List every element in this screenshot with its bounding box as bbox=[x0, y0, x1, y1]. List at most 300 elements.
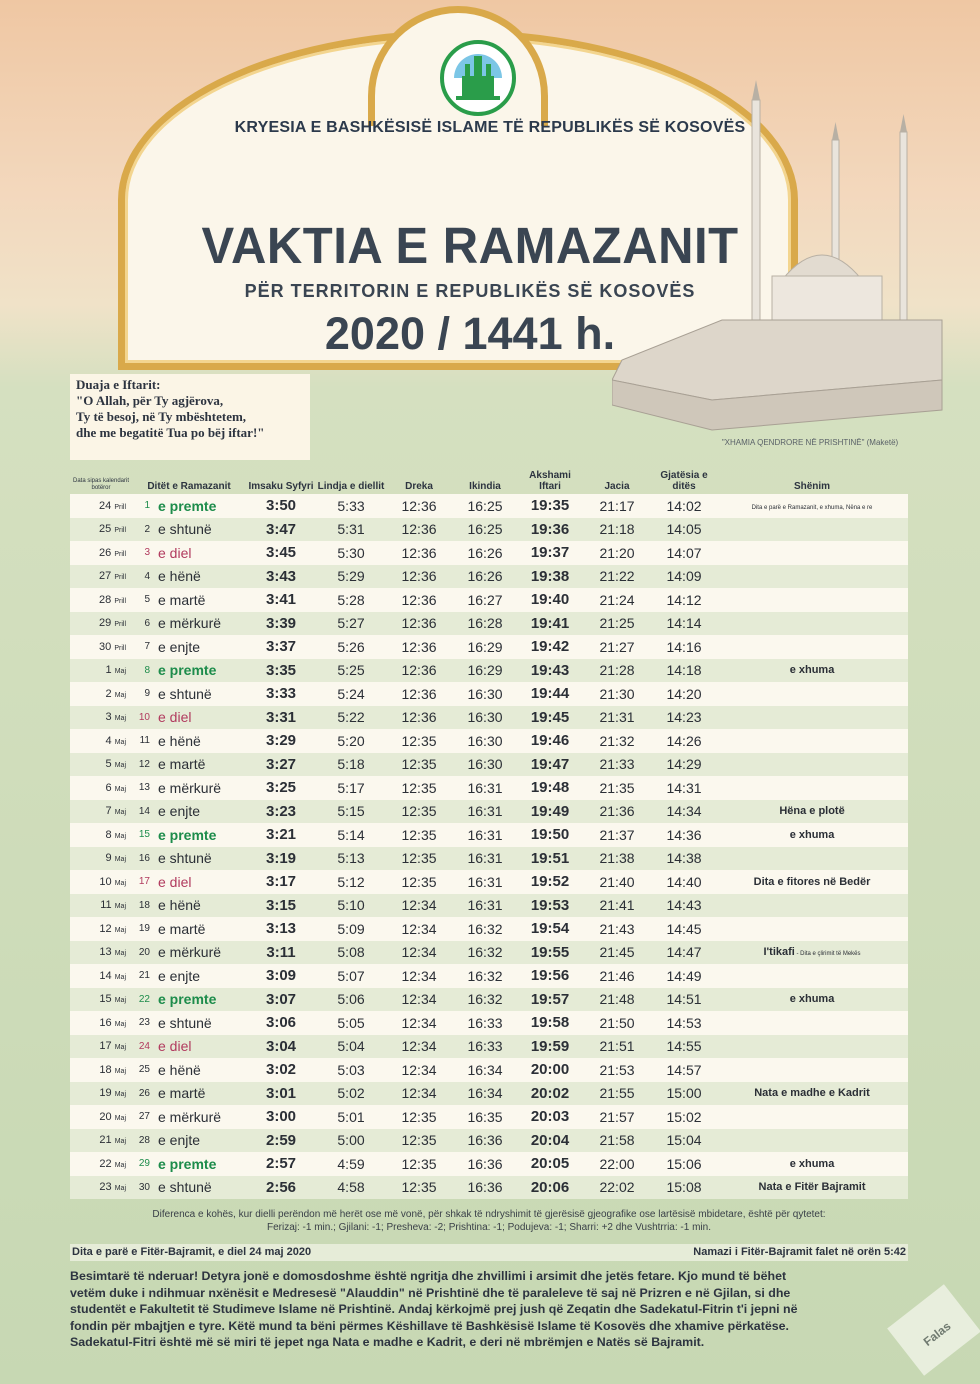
table-row bbox=[70, 1152, 908, 1176]
note-cell bbox=[716, 776, 908, 800]
ikindia-cell: 16:32 bbox=[452, 941, 518, 965]
table-row bbox=[70, 729, 908, 753]
aksham-cell: 19:54 bbox=[518, 917, 582, 941]
appeal-line: vetëm duke i ndihmuar nxënësit e Medresesë "Alauddin" në Prishtinë dhe të paraleleve të saj në Prizren e në Gjilan, si dhe bbox=[70, 1285, 791, 1300]
note-cell bbox=[716, 870, 908, 894]
ikindia-cell: 16:32 bbox=[452, 988, 518, 1012]
note-text: Nata e madhe e Kadrit bbox=[754, 1087, 870, 1100]
date-day: 14 bbox=[99, 969, 112, 982]
date-month: Maj bbox=[114, 973, 126, 981]
date-cell bbox=[70, 1152, 132, 1176]
date-cell bbox=[70, 753, 132, 777]
imsak-cell: 3:15 bbox=[246, 894, 316, 918]
date-day: 3 bbox=[105, 711, 112, 724]
jacia-cell: 21:20 bbox=[582, 541, 652, 565]
day-length-cell: 14:05 bbox=[652, 518, 716, 542]
ramadan-day-number: 28 bbox=[132, 1129, 154, 1153]
header-aksham: Akshami Iftari bbox=[529, 470, 571, 492]
weekday-cell: e martë bbox=[154, 1082, 246, 1106]
date-cell bbox=[70, 1082, 132, 1106]
sunrise-cell: 5:29 bbox=[316, 565, 386, 589]
date-day: 29 bbox=[99, 617, 112, 630]
ramadan-day-number: 13 bbox=[132, 776, 154, 800]
jacia-cell: 21:24 bbox=[582, 588, 652, 612]
aksham-cell: 19:48 bbox=[518, 776, 582, 800]
ikindia-cell: 16:32 bbox=[452, 964, 518, 988]
date-month: Maj bbox=[114, 832, 126, 840]
day-length-cell: 14:20 bbox=[652, 682, 716, 706]
date-cell bbox=[70, 1176, 132, 1200]
ramadan-day-number: 15 bbox=[132, 823, 154, 847]
imsak-cell: 3:41 bbox=[246, 588, 316, 612]
imsak-cell: 3:17 bbox=[246, 870, 316, 894]
ikindia-cell: 16:34 bbox=[452, 1058, 518, 1082]
day-length-cell: 14:12 bbox=[652, 588, 716, 612]
ramadan-day-number: 5 bbox=[132, 588, 154, 612]
imsak-cell: 3:21 bbox=[246, 823, 316, 847]
weekday-cell: e premte bbox=[154, 1152, 246, 1176]
note-cell bbox=[716, 635, 908, 659]
date-month: Maj bbox=[114, 903, 126, 911]
ikindia-cell: 16:35 bbox=[452, 1105, 518, 1129]
note-cell bbox=[716, 1129, 908, 1153]
aksham-cell: 19:58 bbox=[518, 1011, 582, 1035]
date-cell bbox=[70, 800, 132, 824]
ikindia-cell: 16:33 bbox=[452, 1011, 518, 1035]
aksham-cell: 19:52 bbox=[518, 870, 582, 894]
weekday-cell: e mërkurë bbox=[154, 776, 246, 800]
date-month: Maj bbox=[114, 879, 126, 887]
imsak-cell: 3:11 bbox=[246, 941, 316, 965]
header-date: Data sipas kalendarit botëror bbox=[72, 478, 130, 491]
day-length-cell: 14:47 bbox=[652, 941, 716, 965]
ikindia-cell: 16:36 bbox=[452, 1152, 518, 1176]
table-row bbox=[70, 1129, 908, 1153]
date-cell bbox=[70, 682, 132, 706]
bajram-info-bar bbox=[70, 1244, 908, 1261]
dreka-cell: 12:35 bbox=[386, 776, 452, 800]
dreka-cell: 12:36 bbox=[386, 612, 452, 636]
imsak-cell: 3:27 bbox=[246, 753, 316, 777]
date-month: Maj bbox=[114, 1161, 126, 1169]
sunrise-cell: 4:58 bbox=[316, 1176, 386, 1200]
weekday-cell: e premte bbox=[154, 823, 246, 847]
ramadan-day-number: 6 bbox=[132, 612, 154, 636]
ramadan-day-number: 25 bbox=[132, 1058, 154, 1082]
ikindia-cell: 16:31 bbox=[452, 800, 518, 824]
ikindia-cell: 16:32 bbox=[452, 917, 518, 941]
note-cell bbox=[716, 612, 908, 636]
day-length-cell: 14:40 bbox=[652, 870, 716, 894]
aksham-cell: 19:40 bbox=[518, 588, 582, 612]
iftar-prayer-line: dhe me begatitë Tua po bëj iftar!" bbox=[76, 425, 265, 440]
note-small-text: - Dita e çlirimit të Mekës bbox=[794, 951, 861, 958]
day-length-cell: 14:26 bbox=[652, 729, 716, 753]
jacia-cell: 21:57 bbox=[582, 1105, 652, 1129]
weekday-cell: e mërkurë bbox=[154, 1105, 246, 1129]
imsak-cell: 3:45 bbox=[246, 541, 316, 565]
ramadan-day-number: 14 bbox=[132, 800, 154, 824]
weekday-cell: e premte bbox=[154, 659, 246, 683]
date-cell bbox=[70, 847, 132, 871]
day-length-cell: 14:43 bbox=[652, 894, 716, 918]
imsak-cell: 3:13 bbox=[246, 917, 316, 941]
table-row bbox=[70, 541, 908, 565]
imsak-cell: 2:57 bbox=[246, 1152, 316, 1176]
weekday-cell: e martë bbox=[154, 753, 246, 777]
table-row bbox=[70, 988, 908, 1012]
iftar-prayer-line: "O Allah, për Ty agjërova, bbox=[76, 393, 224, 408]
imsak-cell: 3:01 bbox=[246, 1082, 316, 1106]
jacia-cell: 21:22 bbox=[582, 565, 652, 589]
day-length-cell: 14:31 bbox=[652, 776, 716, 800]
ikindia-cell: 16:30 bbox=[452, 706, 518, 730]
sunrise-cell: 5:25 bbox=[316, 659, 386, 683]
date-day: 16 bbox=[99, 1016, 112, 1029]
ikindia-cell: 16:31 bbox=[452, 847, 518, 871]
weekday-cell: e diel bbox=[154, 870, 246, 894]
date-month: Maj bbox=[114, 926, 126, 934]
dreka-cell: 12:35 bbox=[386, 823, 452, 847]
table-row bbox=[70, 1082, 908, 1106]
header-note: Shënim bbox=[793, 481, 831, 492]
sunrise-cell: 4:59 bbox=[316, 1152, 386, 1176]
ramadan-day-number: 16 bbox=[132, 847, 154, 871]
dreka-cell: 12:35 bbox=[386, 753, 452, 777]
date-month: Maj bbox=[114, 856, 126, 864]
ramadan-day-number: 21 bbox=[132, 964, 154, 988]
header-jacia: Jacia bbox=[604, 481, 630, 492]
day-length-cell: 14:29 bbox=[652, 753, 716, 777]
ramadan-day-number: 30 bbox=[132, 1176, 154, 1200]
sunrise-cell: 5:31 bbox=[316, 518, 386, 542]
date-day: 12 bbox=[99, 922, 112, 935]
date-cell bbox=[70, 823, 132, 847]
jacia-cell: 21:25 bbox=[582, 612, 652, 636]
aksham-cell: 19:37 bbox=[518, 541, 582, 565]
mosque-illustration bbox=[612, 80, 952, 440]
jacia-cell: 21:58 bbox=[582, 1129, 652, 1153]
table-row bbox=[70, 659, 908, 683]
dreka-cell: 12:36 bbox=[386, 682, 452, 706]
header-ikindia: Ikindia bbox=[469, 481, 501, 492]
date-month: Prill bbox=[114, 644, 126, 652]
note-cell bbox=[716, 1105, 908, 1129]
imsak-cell: 3:00 bbox=[246, 1105, 316, 1129]
aksham-cell: 19:46 bbox=[518, 729, 582, 753]
note-cell bbox=[716, 1058, 908, 1082]
header-imsak: Imsaku Syfyri bbox=[248, 481, 314, 492]
table-row bbox=[70, 612, 908, 636]
day-length-cell: 14:53 bbox=[652, 1011, 716, 1035]
imsak-cell: 3:07 bbox=[246, 988, 316, 1012]
sunrise-cell: 5:07 bbox=[316, 964, 386, 988]
date-month: Prill bbox=[114, 550, 126, 558]
dreka-cell: 12:34 bbox=[386, 988, 452, 1012]
appeal-line: studentët e Fakultetit të Studimeve Islame në Prishtinë. Andaj kërkojmë prej jush që Zeqatin dhe Sadekatul-Fitrin t'i jepni në bbox=[70, 1302, 798, 1316]
imsak-cell: 3:09 bbox=[246, 964, 316, 988]
date-day: 23 bbox=[99, 1181, 112, 1194]
time-difference-line: Diferenca e kohës, kur dielli perëndon më herët ose më vonë, për shkak të ndryshimit të gjerësisë gjeografike ose lartësisë mbidetare, është për qytetet: bbox=[152, 1209, 826, 1220]
sunrise-cell: 5:27 bbox=[316, 612, 386, 636]
imsak-cell: 3:23 bbox=[246, 800, 316, 824]
appeal-paragraph bbox=[70, 1268, 912, 1351]
imsak-cell: 3:43 bbox=[246, 565, 316, 589]
day-length-cell: 14:34 bbox=[652, 800, 716, 824]
jacia-cell: 21:37 bbox=[582, 823, 652, 847]
sunrise-cell: 5:33 bbox=[316, 494, 386, 518]
jacia-cell: 21:53 bbox=[582, 1058, 652, 1082]
date-cell bbox=[70, 776, 132, 800]
date-day: 13 bbox=[99, 946, 112, 959]
date-day: 26 bbox=[99, 546, 112, 559]
dreka-cell: 12:35 bbox=[386, 870, 452, 894]
sunrise-cell: 5:06 bbox=[316, 988, 386, 1012]
date-month: Maj bbox=[114, 1114, 126, 1122]
table-row bbox=[70, 800, 908, 824]
table-row bbox=[70, 776, 908, 800]
note-cell bbox=[716, 1082, 908, 1106]
imsak-cell: 2:59 bbox=[246, 1129, 316, 1153]
jacia-cell: 21:35 bbox=[582, 776, 652, 800]
imsak-cell: 3:02 bbox=[246, 1058, 316, 1082]
sunrise-cell: 5:13 bbox=[316, 847, 386, 871]
note-text: e xhuma bbox=[789, 664, 835, 677]
date-cell bbox=[70, 941, 132, 965]
day-length-cell: 14:14 bbox=[652, 612, 716, 636]
imsak-cell: 3:04 bbox=[246, 1035, 316, 1059]
weekday-cell: e enjte bbox=[154, 800, 246, 824]
dreka-cell: 12:35 bbox=[386, 729, 452, 753]
dreka-cell: 12:36 bbox=[386, 706, 452, 730]
note-text: e xhuma bbox=[789, 828, 835, 841]
date-month: Prill bbox=[114, 503, 126, 511]
table-row bbox=[70, 1176, 908, 1200]
sunrise-cell: 5:03 bbox=[316, 1058, 386, 1082]
aksham-cell: 19:43 bbox=[518, 659, 582, 683]
date-cell bbox=[70, 894, 132, 918]
date-cell bbox=[70, 1105, 132, 1129]
jacia-cell: 21:33 bbox=[582, 753, 652, 777]
ikindia-cell: 16:29 bbox=[452, 659, 518, 683]
ikindia-cell: 16:30 bbox=[452, 729, 518, 753]
aksham-cell: 19:57 bbox=[518, 988, 582, 1012]
date-day: 27 bbox=[99, 570, 112, 583]
day-length-cell: 14:45 bbox=[652, 917, 716, 941]
year-title: 2020 / 1441 h. bbox=[324, 308, 616, 359]
sunrise-cell: 5:30 bbox=[316, 541, 386, 565]
dreka-cell: 12:35 bbox=[386, 1176, 452, 1200]
weekday-cell: e hënë bbox=[154, 565, 246, 589]
date-day: 17 bbox=[99, 1040, 112, 1053]
weekday-cell: e enjte bbox=[154, 635, 246, 659]
date-month: Prill bbox=[114, 574, 126, 582]
date-cell bbox=[70, 988, 132, 1012]
dreka-cell: 12:34 bbox=[386, 1011, 452, 1035]
table-row bbox=[70, 964, 908, 988]
note-cell bbox=[716, 1035, 908, 1059]
jacia-cell: 22:00 bbox=[582, 1152, 652, 1176]
aksham-cell: 19:38 bbox=[518, 565, 582, 589]
date-month: Maj bbox=[114, 738, 126, 746]
date-day: 10 bbox=[99, 875, 112, 888]
ramadan-day-number: 23 bbox=[132, 1011, 154, 1035]
note-cell bbox=[716, 1152, 908, 1176]
jacia-cell: 21:46 bbox=[582, 964, 652, 988]
free-stamp: Falas bbox=[887, 1284, 980, 1376]
weekday-cell: e martë bbox=[154, 588, 246, 612]
sunrise-cell: 5:28 bbox=[316, 588, 386, 612]
day-length-cell: 14:38 bbox=[652, 847, 716, 871]
ramadan-day-number: 20 bbox=[132, 941, 154, 965]
jacia-cell: 22:02 bbox=[582, 1176, 652, 1200]
date-cell bbox=[70, 917, 132, 941]
prayer-times-table bbox=[70, 464, 908, 1199]
ikindia-cell: 16:26 bbox=[452, 541, 518, 565]
imsak-cell: 3:47 bbox=[246, 518, 316, 542]
note-cell bbox=[716, 988, 908, 1012]
iftar-prayer-box bbox=[70, 374, 310, 460]
ikindia-cell: 16:25 bbox=[452, 518, 518, 542]
jacia-cell: 21:31 bbox=[582, 706, 652, 730]
weekday-cell: e enjte bbox=[154, 1129, 246, 1153]
aksham-cell: 20:06 bbox=[518, 1176, 582, 1200]
date-cell bbox=[70, 494, 132, 518]
ramadan-day-number: 29 bbox=[132, 1152, 154, 1176]
ikindia-cell: 16:31 bbox=[452, 894, 518, 918]
date-month: Maj bbox=[114, 1020, 126, 1028]
iftar-prayer-title: Duaja e Iftarit: bbox=[76, 377, 161, 392]
weekday-cell: e hënë bbox=[154, 894, 246, 918]
table-row bbox=[70, 941, 908, 965]
weekday-cell: e shtunë bbox=[154, 1176, 246, 1200]
sunrise-cell: 5:00 bbox=[316, 1129, 386, 1153]
jacia-cell: 21:48 bbox=[582, 988, 652, 1012]
date-month: Maj bbox=[114, 1091, 126, 1099]
date-cell bbox=[70, 1035, 132, 1059]
day-length-cell: 14:16 bbox=[652, 635, 716, 659]
ramadan-day-number: 27 bbox=[132, 1105, 154, 1129]
dreka-cell: 12:34 bbox=[386, 941, 452, 965]
day-length-cell: 14:55 bbox=[652, 1035, 716, 1059]
date-day: 28 bbox=[99, 593, 112, 606]
table-row bbox=[70, 682, 908, 706]
date-cell bbox=[70, 588, 132, 612]
ikindia-cell: 16:31 bbox=[452, 776, 518, 800]
date-day: 7 bbox=[105, 805, 112, 818]
table-row bbox=[70, 917, 908, 941]
ramadan-day-number: 22 bbox=[132, 988, 154, 1012]
aksham-cell: 19:51 bbox=[518, 847, 582, 871]
table-row bbox=[70, 894, 908, 918]
bajram-date: Dita e parë e Fitër-Bajramit, e diel 24 maj 2020 bbox=[72, 1246, 312, 1258]
ikindia-cell: 16:31 bbox=[452, 870, 518, 894]
date-day: 21 bbox=[99, 1134, 112, 1147]
ramadan-day-number: 24 bbox=[132, 1035, 154, 1059]
dreka-cell: 12:35 bbox=[386, 1129, 452, 1153]
dreka-cell: 12:34 bbox=[386, 917, 452, 941]
note-cell bbox=[716, 682, 908, 706]
date-day: 18 bbox=[99, 1063, 112, 1076]
jacia-cell: 21:45 bbox=[582, 941, 652, 965]
date-cell bbox=[70, 1058, 132, 1082]
ikindia-cell: 16:27 bbox=[452, 588, 518, 612]
sunrise-cell: 5:26 bbox=[316, 635, 386, 659]
date-day: 22 bbox=[99, 1157, 112, 1170]
jacia-cell: 21:50 bbox=[582, 1011, 652, 1035]
weekday-cell: e shtunë bbox=[154, 847, 246, 871]
date-cell bbox=[70, 729, 132, 753]
sunrise-cell: 5:04 bbox=[316, 1035, 386, 1059]
sunrise-cell: 5:18 bbox=[316, 753, 386, 777]
date-month: Maj bbox=[114, 809, 126, 817]
imsak-cell: 3:29 bbox=[246, 729, 316, 753]
ikindia-cell: 16:26 bbox=[452, 565, 518, 589]
aksham-cell: 19:53 bbox=[518, 894, 582, 918]
dreka-cell: 12:36 bbox=[386, 635, 452, 659]
aksham-cell: 19:59 bbox=[518, 1035, 582, 1059]
table-row bbox=[70, 706, 908, 730]
date-day: 19 bbox=[99, 1087, 112, 1100]
imsak-cell: 3:39 bbox=[246, 612, 316, 636]
page-title: VAKTIA E RAMAZANIT bbox=[201, 217, 739, 275]
aksham-cell: 20:02 bbox=[518, 1082, 582, 1106]
table-row bbox=[70, 565, 908, 589]
aksham-cell: 19:55 bbox=[518, 941, 582, 965]
note-cell bbox=[716, 964, 908, 988]
appeal-line: Sadekatul-Fitri është më së miri të jepet nga Nata e madhe e Kadrit, e deri në mbrëmjen e Natës së Bajramit. bbox=[70, 1335, 705, 1349]
jacia-cell: 21:27 bbox=[582, 635, 652, 659]
weekday-cell: e premte bbox=[154, 494, 246, 518]
table-row bbox=[70, 1035, 908, 1059]
aksham-cell: 19:45 bbox=[518, 706, 582, 730]
ramadan-day-number: 17 bbox=[132, 870, 154, 894]
date-month: Prill bbox=[114, 621, 126, 629]
sunrise-cell: 5:20 bbox=[316, 729, 386, 753]
jacia-cell: 21:41 bbox=[582, 894, 652, 918]
dreka-cell: 12:34 bbox=[386, 1058, 452, 1082]
jacia-cell: 21:17 bbox=[582, 494, 652, 518]
dreka-cell: 12:36 bbox=[386, 659, 452, 683]
sunrise-cell: 5:08 bbox=[316, 941, 386, 965]
sunrise-cell: 5:02 bbox=[316, 1082, 386, 1106]
weekday-cell: e shtunë bbox=[154, 1011, 246, 1035]
ikindia-cell: 16:25 bbox=[452, 494, 518, 518]
ramadan-day-number: 4 bbox=[132, 565, 154, 589]
aksham-cell: 19:42 bbox=[518, 635, 582, 659]
dreka-cell: 12:34 bbox=[386, 1035, 452, 1059]
weekday-cell: e premte bbox=[154, 988, 246, 1012]
day-length-cell: 14:36 bbox=[652, 823, 716, 847]
aksham-cell: 20:04 bbox=[518, 1129, 582, 1153]
mosque-caption: "XHAMIA QENDRORE NË PRISHTINË" (Maketë) bbox=[721, 438, 899, 447]
ikindia-cell: 16:30 bbox=[452, 682, 518, 706]
header-dreka: Dreka bbox=[405, 481, 433, 492]
ramadan-day-number: 9 bbox=[132, 682, 154, 706]
sunrise-cell: 5:01 bbox=[316, 1105, 386, 1129]
sunrise-cell: 5:09 bbox=[316, 917, 386, 941]
jacia-cell: 21:43 bbox=[582, 917, 652, 941]
time-difference-cities: Ferizaj: -1 min.; Gjilani: -1; Presheva: -2; Prishtina: -1; Podujeva: -1; Sharri: +2 dhe Vushtrria: -1 min. bbox=[267, 1222, 711, 1233]
note-cell bbox=[716, 753, 908, 777]
date-cell bbox=[70, 565, 132, 589]
ramadan-day-number: 8 bbox=[132, 659, 154, 683]
aksham-cell: 20:03 bbox=[518, 1105, 582, 1129]
weekday-cell: e diel bbox=[154, 1035, 246, 1059]
weekday-cell: e shtunë bbox=[154, 518, 246, 542]
table-row bbox=[70, 870, 908, 894]
weekday-cell: e diel bbox=[154, 541, 246, 565]
